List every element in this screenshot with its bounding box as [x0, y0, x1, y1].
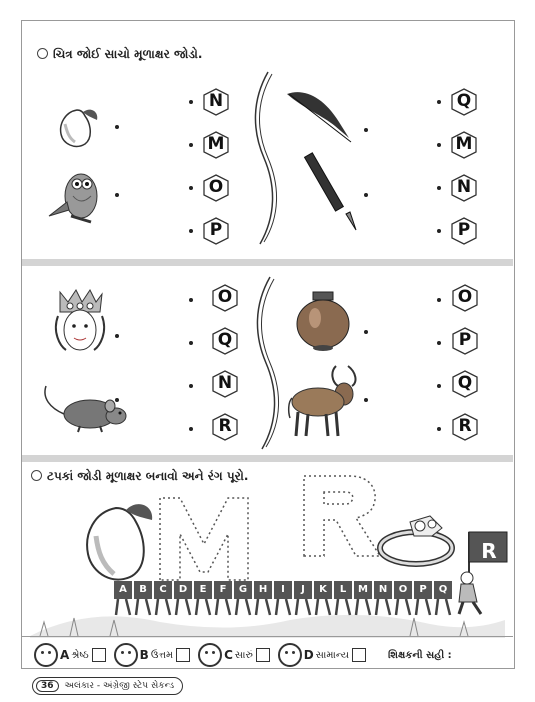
banner-letter: N: [374, 581, 392, 599]
letter-hex: [451, 174, 477, 200]
banner-letter: C: [154, 581, 172, 599]
letter-label: N: [456, 177, 472, 197]
banner-letter: J: [294, 581, 312, 599]
feather-image: [283, 86, 355, 146]
bullet-icon: [37, 48, 48, 59]
mango-image: [80, 496, 162, 586]
smiley-face-icon: [198, 643, 222, 667]
match-dot[interactable]: [115, 125, 119, 129]
rating-checkbox-b[interactable]: [176, 648, 190, 662]
banner-letter: B: [134, 581, 152, 599]
letter-label: O: [208, 177, 224, 197]
section-1-title-text: ચિત્ર જોઈ સાચો મૂળાક્ષર જોડો.: [53, 47, 203, 61]
banner-letter: E: [194, 581, 212, 599]
match-dot[interactable]: [364, 330, 368, 334]
letter-hex: [212, 370, 238, 396]
children-legs: [114, 599, 464, 617]
letter-hex: [212, 413, 238, 439]
flag-letter: R: [481, 539, 497, 563]
smiley-face-icon: [278, 643, 302, 667]
banner-letter: H: [254, 581, 272, 599]
pen-image: [300, 150, 360, 232]
book-title: અલંકાર - અંગ્રેજી સ્ટેપ સેકન્ડ: [64, 681, 175, 691]
match-dot[interactable]: [189, 143, 193, 147]
mango-image: [55, 104, 103, 150]
letter-label: O: [217, 287, 233, 307]
letter-hex: [451, 88, 477, 114]
match-dot[interactable]: [189, 229, 193, 233]
letter-hex: [203, 131, 229, 157]
rating-checkbox-d[interactable]: [352, 648, 366, 662]
rating-grade: A: [60, 648, 70, 662]
match-dot[interactable]: [437, 100, 441, 104]
rating-checkbox-c[interactable]: [256, 648, 270, 662]
match-dot[interactable]: [364, 128, 368, 132]
match-dot[interactable]: [189, 427, 193, 431]
letter-label: Q: [217, 330, 233, 350]
rating-grade: C: [224, 648, 233, 662]
ring-image: [372, 508, 462, 572]
banner-letter: P: [414, 581, 432, 599]
rating-label: ઉત્તમ: [150, 649, 174, 661]
section-3-title: [31, 469, 248, 484]
banner-letter: F: [214, 581, 232, 599]
letter-label: P: [458, 330, 472, 350]
banner-letter: Q: [434, 581, 452, 599]
match-dot[interactable]: [437, 427, 441, 431]
banner-letter: I: [274, 581, 292, 599]
letter-label: O: [457, 287, 473, 307]
letter-hex: [452, 327, 478, 353]
letter-label: P: [457, 220, 471, 240]
match-dot[interactable]: [437, 384, 441, 388]
rating-label: સામાન્ય: [315, 649, 350, 661]
match-dot[interactable]: [189, 186, 193, 190]
letter-label: R: [458, 416, 472, 436]
letter-hex: [212, 284, 238, 310]
match-dot[interactable]: [189, 298, 193, 302]
letter-hex: [452, 284, 478, 310]
rating-label: સારું: [234, 649, 253, 661]
banner-letter: M: [354, 581, 372, 599]
ox-image: [286, 362, 364, 440]
smiley-face-icon: [114, 643, 138, 667]
banner-letter: K: [314, 581, 332, 599]
match-dot[interactable]: [437, 298, 441, 302]
rating-label: શ્રેષ્ઠ: [71, 649, 89, 661]
letter-hex: [212, 327, 238, 353]
match-dot[interactable]: [364, 398, 368, 402]
match-dot[interactable]: [115, 398, 119, 402]
letter-hex: [451, 131, 477, 157]
match-dot[interactable]: [437, 229, 441, 233]
letter-label: M: [207, 134, 225, 154]
section-1-title: [37, 47, 202, 62]
letter-label: Q: [457, 373, 473, 393]
banner-letter: L: [334, 581, 352, 599]
section-3-title-text: ટપકાં જોડી મૂળાક્ષર બનાવો અને રંગ પૂરો.: [47, 469, 249, 483]
bow-divider-icon: [250, 70, 280, 246]
banner-letter: G: [234, 581, 252, 599]
letter-hex: [451, 217, 477, 243]
banner-letter: D: [174, 581, 192, 599]
rating-checkbox-a[interactable]: [92, 648, 106, 662]
alphabet-banner: [114, 581, 464, 617]
bullet-icon: [31, 470, 42, 481]
letter-label: P: [209, 220, 223, 240]
page-number: 36: [36, 680, 59, 692]
bow-divider-icon: [252, 275, 282, 451]
match-dot[interactable]: [115, 193, 119, 197]
footer-badge: [32, 677, 183, 695]
pot-image: [293, 290, 353, 354]
queen-image: [50, 286, 108, 356]
dotted-m-outline: [156, 484, 252, 584]
rat-image: [40, 378, 128, 434]
letter-hex: [203, 217, 229, 243]
match-dot[interactable]: [115, 334, 119, 338]
match-dot[interactable]: [437, 143, 441, 147]
letter-hex: [203, 88, 229, 114]
banner-letter: A: [114, 581, 132, 599]
letter-hex: [203, 174, 229, 200]
banner-letter: O: [394, 581, 412, 599]
teacher-sign-label: શિક્ષકની સહી :: [388, 649, 452, 661]
letter-hex: [452, 370, 478, 396]
rating-grade: D: [303, 648, 314, 662]
match-dot[interactable]: [189, 341, 193, 345]
letter-label: M: [455, 134, 473, 154]
letter-label: Q: [456, 91, 472, 111]
letter-label: N: [208, 91, 224, 111]
rating-bar: [34, 640, 452, 670]
letter-label: N: [217, 373, 233, 393]
letter-label: R: [218, 416, 232, 436]
match-dot[interactable]: [189, 100, 193, 104]
section-divider-band: [22, 455, 513, 462]
section-divider-band: [22, 259, 513, 266]
rating-grade: B: [139, 648, 149, 662]
owl-image: [47, 166, 105, 226]
match-dot[interactable]: [364, 193, 368, 197]
match-dot[interactable]: [189, 384, 193, 388]
match-dot[interactable]: [437, 341, 441, 345]
rating-separator: [22, 636, 513, 637]
letter-hex: [452, 413, 478, 439]
match-dot[interactable]: [437, 186, 441, 190]
smiley-face-icon: [34, 643, 58, 667]
